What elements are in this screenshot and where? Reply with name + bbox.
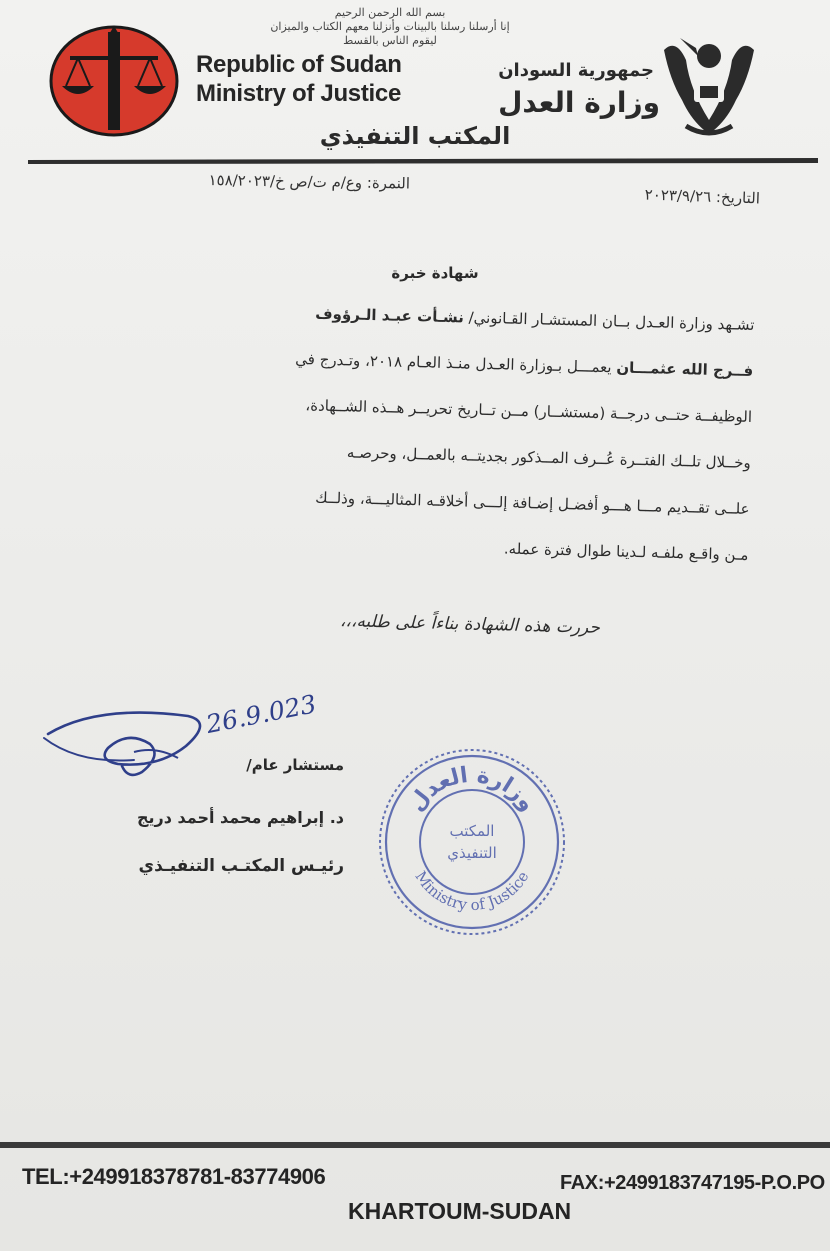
stamp-center-line2: التنفيذي (447, 844, 497, 862)
body-line: وخــلال تلــك الفتــرة عُــرف المــذكور بجديتــه بالعمــل، وحرصـه (346, 443, 752, 472)
reference-number: النمرة: وع/م ت/ص خ/١٥٨/٢٠٢٣ (208, 171, 411, 193)
svg-text:Ministry of Justice (411, 868, 532, 914)
document-date: التاريخ: ٢٠٢٣/٩/٢٦ (644, 185, 761, 208)
body-line: تشـهد وزارة العـدل بــان المستشـار القـانوني/ نشـأت عبـد الـرؤوف (315, 304, 755, 334)
signatory-role: مستشار عام/ (246, 756, 344, 774)
city-address: KHARTOUM-SUDAN (348, 1198, 572, 1224)
stamp-center-line1: المكتب (449, 822, 495, 840)
body-line: علــى تقــديم مـــا هـــو أفضـل إضـافة إلـــى أخلاقـه المثاليـــة، وذلــك (314, 488, 750, 518)
certificate-title: شهادة خبرة (391, 264, 479, 282)
signatory-name: د. إبراهيم محمد أحمد دريج (136, 808, 344, 827)
sudan-emblem-icon (656, 30, 762, 138)
fax-number: FAX:+2499183747195-P.O.PO (560, 1172, 825, 1194)
ministry-name-ar: وزارة العدل (498, 86, 660, 119)
body-line: مـن واقـع ملفـه لـدينا طوال فترة عمله. (503, 539, 749, 564)
republic-name-ar: جمهورية السودان (498, 60, 654, 81)
body-line: فــرج الله عثمـــان يعمـــل بـوزارة العـدل منـذ العـام ٢٠١٨، وتـدرج في (295, 349, 754, 380)
office-name-ar: المكتب التنفيذي (319, 122, 511, 150)
signatory-title: رئيـس المكتـب التنفيـذي (138, 856, 344, 876)
employee-name-part2: فــرج الله عثمـــان (616, 358, 754, 380)
ministry-name-en: Ministry of Justice (196, 80, 402, 107)
handwritten-date: 26.9.023 (203, 689, 319, 739)
header-divider (28, 158, 818, 166)
official-stamp (372, 742, 572, 942)
stamp-bottom-text: Ministry of Justice (411, 867, 533, 915)
footer-divider (0, 1142, 830, 1148)
telephone-number: TEL:+249918378781-83774906 (22, 1164, 326, 1189)
closing-statement: حررت هذه الشهادة بناءاً على طلبه،،، (339, 611, 601, 638)
handwritten-signature (38, 694, 238, 790)
bismillah-text: بسم الله الرحمن الرحيم إنا أرسلنا رسلنا بالبينات وأنزلنا معهم الكتاب والميزان ليقوم الناس بالقسط (270, 6, 510, 47)
justice-scales-logo (48, 24, 180, 138)
body-line: الوظيفــة حتــى درجــة (مستشــار) مــن تــاريخ تحريــر هــذه الشــهادة، (305, 396, 753, 426)
employee-name-part1: نشـأت عبـد الـرؤوف (315, 304, 465, 327)
republic-name-en: Republic of Sudan (196, 51, 402, 78)
certificate-body (93, 285, 755, 578)
english-header (196, 50, 426, 108)
stamp-top-text: وزارة العدل (404, 762, 541, 817)
